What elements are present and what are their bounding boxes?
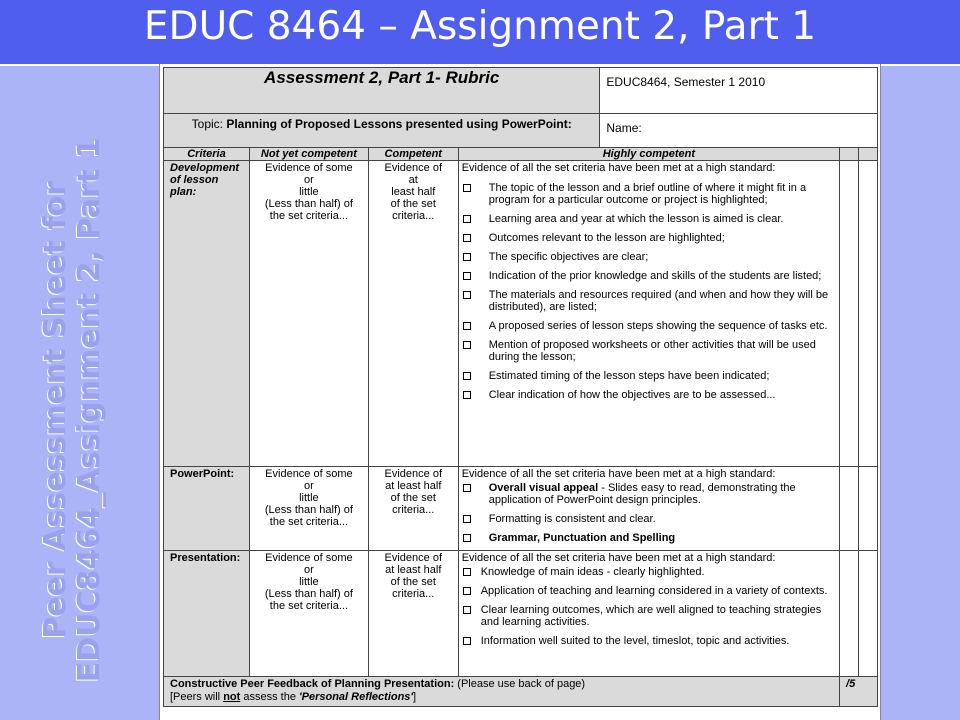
course-semester: EDUC8464, Semester 1 2010 <box>600 68 878 114</box>
checkbox-icon[interactable] <box>463 322 471 330</box>
checkbox-icon[interactable] <box>463 637 471 645</box>
checkbox-icon[interactable] <box>463 215 471 223</box>
checkbox-icon[interactable] <box>463 606 471 614</box>
not-yet-competent-cell: Evidence of some or little (Less than half) of the set criteria... <box>249 161 368 467</box>
criteria-intro: Evidence of all the set criteria have been met at a high standard: <box>461 162 776 174</box>
not-yet-competent-cell: Evidence of some or little (Less than half) of the set criteria... <box>249 467 368 551</box>
criteria-row-powerpoint <box>164 467 878 551</box>
checkbox-icon[interactable] <box>463 587 471 595</box>
checkbox-icon[interactable] <box>463 253 471 261</box>
score-cell <box>858 551 877 677</box>
feedback-score: /5 <box>840 677 878 707</box>
competent-cell: Evidence of at least half of the set criteria... <box>368 467 458 551</box>
competent-cell: Evidence of at least half of the set criteria... <box>368 551 458 677</box>
topic-text: Planning of Proposed Lessons presented using PowerPoint: <box>226 117 572 131</box>
side-caption <box>39 120 139 700</box>
criteria-label: Presentation: <box>164 551 250 677</box>
column-header-criteria: Criteria <box>164 148 250 161</box>
list-item: Learning area and year at which the lesson is aimed is clear. <box>462 213 836 225</box>
column-header-competent: Competent <box>368 148 458 161</box>
feedback-label: Constructive Peer Feedback of Planning Presentation: <box>170 678 455 690</box>
list-item: The specific objectives are clear; <box>462 251 836 263</box>
criteria-label: PowerPoint: <box>164 467 250 551</box>
criteria-intro: Evidence of all the set criteria have been met at a high standard: <box>461 552 776 564</box>
criteria-row-lesson-plan <box>164 161 878 467</box>
rubric-criteria-table <box>163 147 878 707</box>
topic-label: Topic: <box>191 117 227 131</box>
score-cell <box>858 467 877 551</box>
list-item: A proposed series of lesson steps showing the sequence of tasks etc. <box>462 320 836 332</box>
checkbox-icon[interactable] <box>463 184 471 192</box>
feedback-disclaimer: [Peers will not assess the 'Personal Reflections'] <box>170 691 417 703</box>
slide-title-bar <box>0 0 960 66</box>
score-cell <box>840 161 859 467</box>
list-item: Indication of the prior knowledge and skills of the students are listed; <box>462 270 836 282</box>
list-item: Overall visual appeal - Slides easy to read, demonstrating the application of PowerPoint design principles. <box>462 482 836 506</box>
column-header-row <box>164 148 878 161</box>
column-header-not-yet-competent: Not yet competent <box>249 148 368 161</box>
checkbox-icon[interactable] <box>463 391 471 399</box>
side-caption-line-1: Peer Assessment Sheet for <box>38 181 73 639</box>
list-item: Estimated timing of the lesson steps have been indicated; <box>462 370 836 382</box>
list-item: Outcomes relevant to the lesson are highlighted; <box>462 232 836 244</box>
score-cell <box>840 148 859 161</box>
list-item: Grammar, Punctuation and Spelling <box>462 532 836 544</box>
checkbox-icon[interactable] <box>463 372 471 380</box>
not-yet-competent-cell: Evidence of some or little (Less than half) of the set criteria... <box>249 551 368 677</box>
list-item: Application of teaching and learning considered in a variety of contexts. <box>462 585 836 597</box>
feedback-cell[interactable] <box>164 677 840 707</box>
list-item: Knowledge of main ideas - clearly highlighted. <box>462 566 836 578</box>
competent-cell: Evidence of at least half of the set criteria... <box>368 161 458 467</box>
criteria-label: Development of lesson plan: <box>164 161 250 467</box>
slide-title: EDUC 8464 – Assignment 2, Part 1 <box>143 4 817 49</box>
feedback-note: (Please use back of page) <box>454 678 586 690</box>
checkbox-icon[interactable] <box>463 341 471 349</box>
score-cell <box>858 161 877 467</box>
checkbox-icon[interactable] <box>463 534 471 542</box>
checkbox-icon[interactable] <box>463 484 471 492</box>
checkbox-icon[interactable] <box>463 234 471 242</box>
list-item: Clear learning outcomes, which are well aligned to teaching strategies and learning activities. <box>462 604 836 628</box>
checkbox-icon[interactable] <box>463 568 471 576</box>
checkbox-icon[interactable] <box>463 291 471 299</box>
list-item: The materials and resources required (and when and how they will be distributed), are listed; <box>462 289 836 313</box>
column-header-highly-competent: Highly competent <box>458 148 839 161</box>
list-item: Information well suited to the level, timeslot, topic and activities. <box>462 635 836 647</box>
score-cell <box>858 148 877 161</box>
list-item: Clear indication of how the objectives are to be assessed... <box>462 389 836 401</box>
criteria-intro: Evidence of all the set criteria have been met at a high standard: <box>461 468 776 480</box>
highly-competent-cell <box>458 161 839 467</box>
highly-competent-cell <box>458 467 839 551</box>
feedback-row <box>164 677 878 707</box>
checkbox-icon[interactable] <box>463 515 471 523</box>
rubric-title: Assessment 2, Part 1- Rubric <box>164 68 600 114</box>
score-cell <box>840 467 859 551</box>
list-item: Mention of proposed worksheets or other activities that will be used during the lesson; <box>462 339 836 363</box>
rubric-document <box>159 64 881 720</box>
name-label: Name: <box>606 121 642 135</box>
checkbox-icon[interactable] <box>463 272 471 280</box>
criteria-row-presentation <box>164 551 878 677</box>
highly-competent-cell <box>458 551 839 677</box>
score-cell <box>840 551 859 677</box>
list-item: Formatting is consistent and clear. <box>462 513 836 525</box>
list-item: The topic of the lesson and a brief outline of where it might fit in a program for a particular outcome or project is highlighted; <box>462 182 836 206</box>
side-caption-line-2: EDUC8464_Assignment 2, Part 1 <box>72 137 107 683</box>
